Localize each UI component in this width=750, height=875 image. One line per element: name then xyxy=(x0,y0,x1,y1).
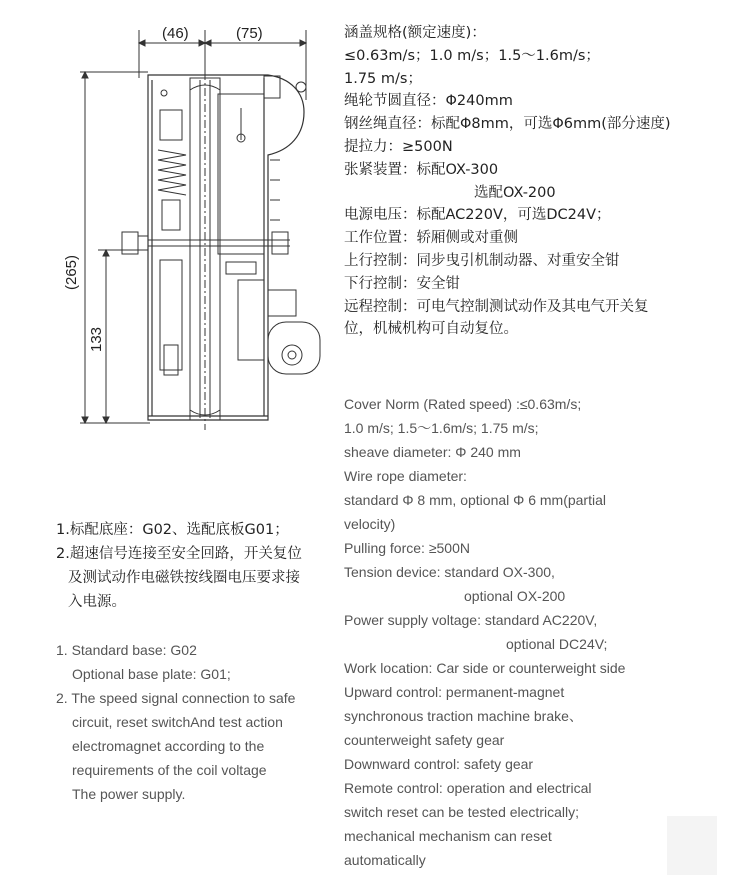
spec-en-line: Work location: Car side or counterweight side xyxy=(344,660,626,676)
note-cn-line: 入电源。 xyxy=(68,594,126,610)
note-en-line: The power supply. xyxy=(72,786,186,802)
note-en-line: 2. The speed signal connection to safe xyxy=(56,690,296,706)
spec-cn-line: 选配OX-200 xyxy=(474,184,556,201)
spec-en-line: optional DC24V; xyxy=(506,636,608,652)
spec-cn-line: 位，机械机构可自动复位。 xyxy=(344,321,518,338)
note-cn-line: 2.超速信号连接至安全回路，开关复位 xyxy=(56,546,302,562)
spec-en-line: Power supply voltage: standard AC220V, xyxy=(344,612,598,628)
notes-chinese xyxy=(56,518,346,614)
spec-en-line: sheave diameter: Φ 240 mm xyxy=(344,444,521,460)
spec-en-line: Remote control: operation and electrical xyxy=(344,780,592,796)
spec-list-english xyxy=(344,392,744,872)
spec-en-line: Tension device: standard OX-300, xyxy=(344,564,555,580)
spec-cn-line: 绳轮节圆直径：Φ240mm xyxy=(344,93,513,110)
spec-cn-line: 钢丝绳直径：标配Φ8mm，可选Φ6mm(部分速度) xyxy=(344,116,671,133)
note-en-line: 1. Standard base: G02 xyxy=(56,642,197,658)
note-cn-line: 及测试动作电磁铁按线圈电压要求接 xyxy=(68,570,300,586)
note-en-line: circuit, reset switchAnd test action xyxy=(72,714,283,730)
notes-english xyxy=(56,638,346,806)
note-en-line: electromagnet according to the xyxy=(72,738,265,754)
dim-height-total: (265) xyxy=(63,254,80,290)
spec-cn-line: 涵盖规格(额定速度)： xyxy=(344,25,486,41)
note-cn-line: 1.标配底座：G02、选配底板G01； xyxy=(56,522,289,538)
spec-en-line: velocity) xyxy=(344,516,396,532)
spec-cn-line: 上行控制：同步曳引机制动器、对重安全钳 xyxy=(344,252,620,269)
spec-en-line: counterweight safety gear xyxy=(344,732,505,748)
spec-cn-line: 远程控制：可电气控制测试动作及其电气开关复 xyxy=(344,298,649,315)
governor-housing xyxy=(148,75,304,420)
spec-en-line: Upward control: permanent-magnet xyxy=(344,684,565,700)
note-en-line: Optional base plate: G01; xyxy=(72,666,231,682)
lower-mechanism xyxy=(160,260,296,375)
left-dimension xyxy=(63,72,150,423)
remote-control-cam xyxy=(268,322,320,374)
technical-drawing xyxy=(0,0,340,440)
spec-en-line: Pulling force: ≥500N xyxy=(344,540,470,556)
spec-en-line: Downward control: safety gear xyxy=(344,756,534,772)
note-en-line: requirements of the coil voltage xyxy=(72,762,267,778)
spec-cn-line: 张紧装置：标配OX-300 xyxy=(344,161,499,178)
dim-top-right: (75) xyxy=(236,25,263,42)
spec-en-line: 1.0 m/s; 1.5～1.6m/s; 1.75 m/s; xyxy=(344,420,539,436)
spec-en-line: mechanical mechanism can reset xyxy=(344,828,552,844)
spec-en-line: switch reset can be tested electrically; xyxy=(344,804,579,820)
top-dimension xyxy=(139,25,306,100)
dim-top-left: (46) xyxy=(162,25,189,42)
spec-cn-line: 提拉力：≥500N xyxy=(344,138,453,155)
spec-list-chinese xyxy=(344,22,744,341)
spec-cn-line: 下行控制：安全钳 xyxy=(344,275,460,292)
spec-cn-line: 工作位置：轿厢侧或对重侧 xyxy=(344,230,518,247)
main-shaft xyxy=(122,232,290,274)
spec-en-line: synchronous traction machine brake、 xyxy=(344,708,583,724)
spec-cn-line: 1.75 m/s； xyxy=(344,70,422,87)
spec-en-line: Cover Norm (Rated speed) :≤0.63m/s; xyxy=(344,396,582,412)
spec-cn-line: 电源电压：标配AC220V，可选DC24V； xyxy=(344,207,611,224)
flyweight-assembly xyxy=(218,76,306,254)
spec-en-line: optional OX-200 xyxy=(464,588,566,604)
dim-height-lower: 133 xyxy=(88,326,105,352)
sheave xyxy=(190,72,220,430)
corner-grey-block xyxy=(667,816,717,875)
spec-cn-line: ≤0.63m/s；1.0 m/s；1.5～1.6m/s； xyxy=(344,47,600,64)
spec-en-line: Wire rope diameter: xyxy=(344,468,467,484)
spring-assembly xyxy=(158,90,186,230)
spec-en-line: automatically xyxy=(344,852,426,868)
spec-en-line: standard Φ 8 mm, optional Φ 6 mm(partial xyxy=(344,492,606,508)
